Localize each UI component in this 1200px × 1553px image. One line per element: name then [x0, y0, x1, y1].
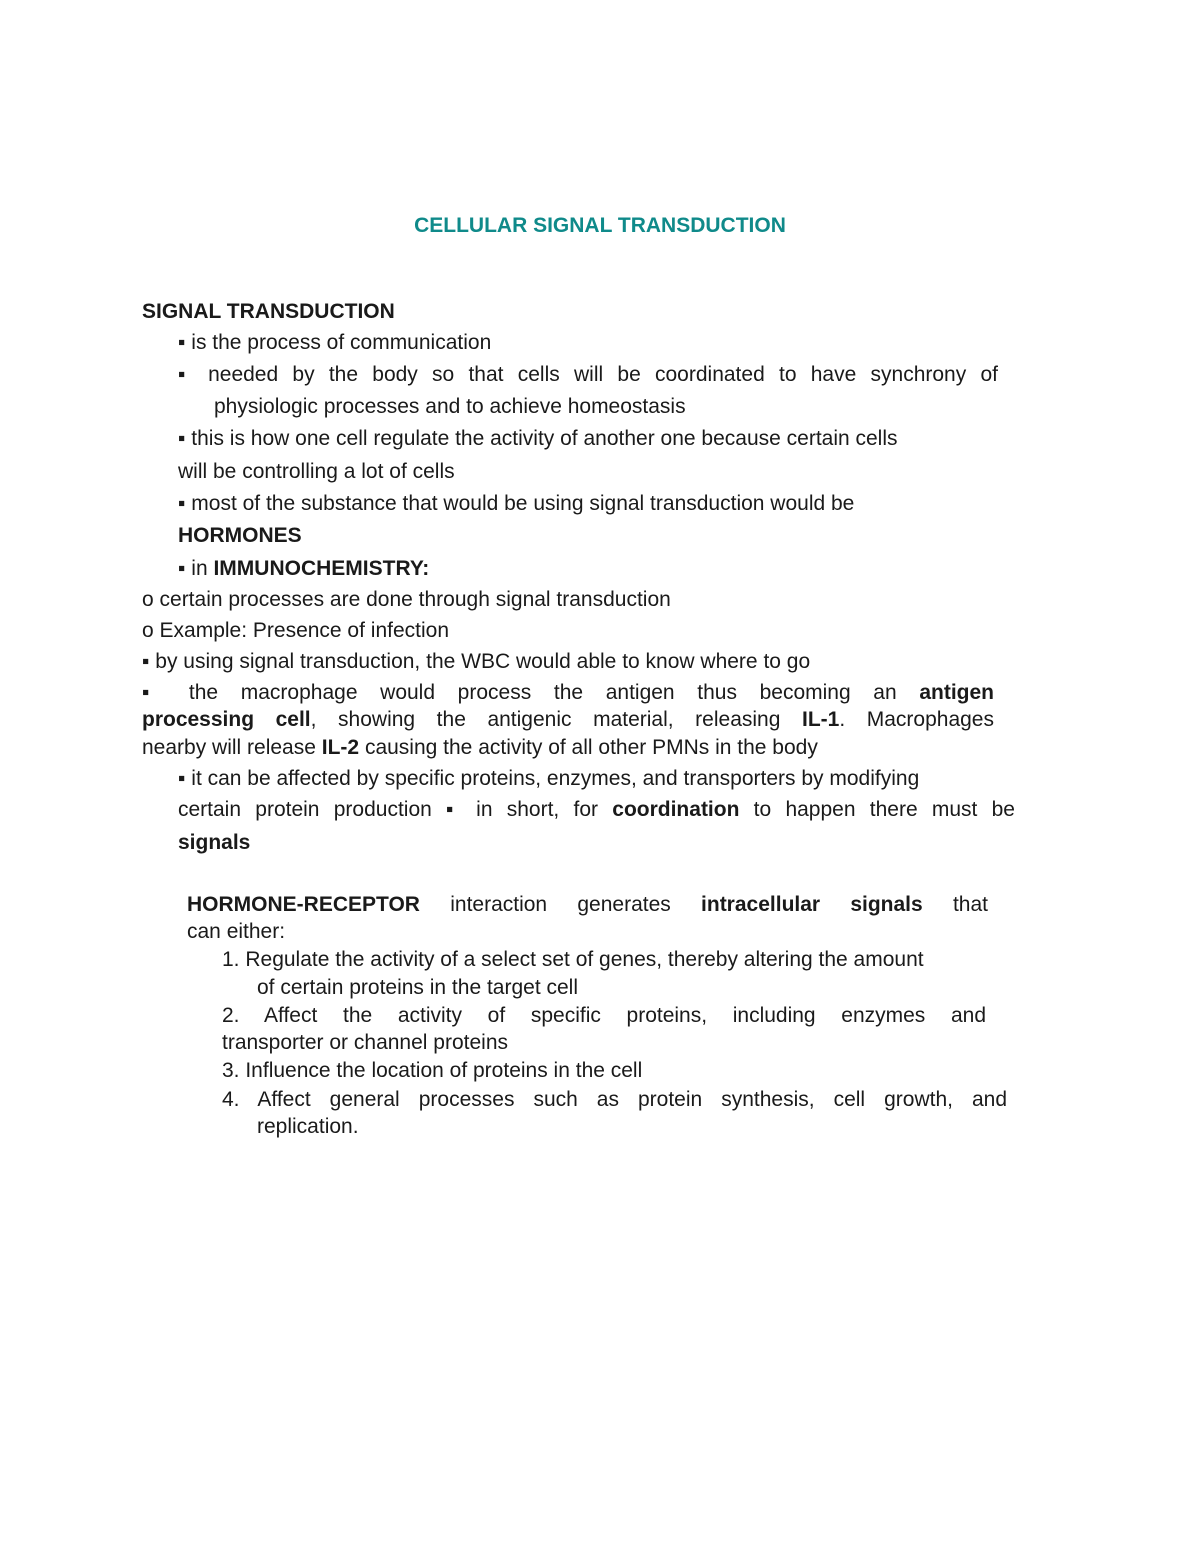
list-item-2-line1: 2. Affect the activity of specific proteins, including enzymes and	[222, 1004, 986, 1027]
bullet-affected-line1: ▪ it can be affected by specific proteins, enzymes, and transporters by modifying	[178, 767, 920, 790]
o-item-processes: o certain processes are done through signal transduction	[142, 588, 671, 611]
page-title: CELLULAR SIGNAL TRANSDUCTION	[414, 214, 786, 237]
bullet-coordination-line1: ▪ needed by the body so that cells will be coordinated to have synchrony of	[178, 363, 998, 386]
bullet-wbc: ▪ by using signal transduction, the WBC would able to know where to go	[142, 650, 811, 673]
list-item-3: 3. Influence the location of proteins in the cell	[222, 1059, 643, 1082]
bullet-affected-line2: certain protein production ▪ in short, for coordination to happen there must be	[178, 798, 1015, 821]
bullet-regulate-line2: will be controlling a lot of cells	[178, 460, 455, 483]
bullet-immunochemistry	[178, 558, 429, 579]
list-item-2-line2: transporter or channel proteins	[222, 1031, 508, 1054]
o-item-example: o Example: Presence of infection	[142, 619, 450, 642]
receptor-intro-line2: can either:	[187, 920, 286, 943]
list-item-4-line1: 4. Affect general processes such as protein synthesis, cell growth, and	[222, 1088, 1007, 1111]
bullet-substance-line1: ▪ most of the substance that would be using signal transduction would be	[178, 492, 855, 515]
bullet-substance-hormones: HORMONES	[178, 524, 302, 547]
receptor-intro-line1: HORMONE-RECEPTOR interaction generates intracellular signals that	[187, 893, 988, 916]
bullet-process: ▪ is the process of communication	[178, 331, 492, 354]
bullet-affected-signals: signals	[178, 831, 251, 854]
list-item-4-line2: replication.	[257, 1115, 359, 1138]
macrophage-para-line2: processing cell, showing the antigenic material, releasing IL-1. Macrophages	[142, 708, 994, 731]
macrophage-para-line1: ▪ the macrophage would process the antigen thus becoming an antigen	[142, 681, 994, 704]
bullet-coordination-line2: physiologic processes and to achieve homeostasis	[214, 395, 686, 418]
bullet-regulate-line1: ▪ this is how one cell regulate the activity of another one because certain cells	[178, 427, 898, 450]
list-item-1-line2: of certain proteins in the target cell	[257, 976, 579, 999]
bullet-immunochemistry-label: IMMUNOCHEMISTRY:	[213, 557, 430, 580]
macrophage-para-line3: nearby will release IL-2 causing the activity of all other PMNs in the body	[142, 736, 818, 759]
list-item-1-line1: 1. Regulate the activity of a select set of genes, thereby altering the amount	[222, 948, 924, 971]
bullet-immunochemistry-prefix: ▪ in	[178, 557, 214, 580]
section-heading: SIGNAL TRANSDUCTION	[142, 300, 395, 323]
